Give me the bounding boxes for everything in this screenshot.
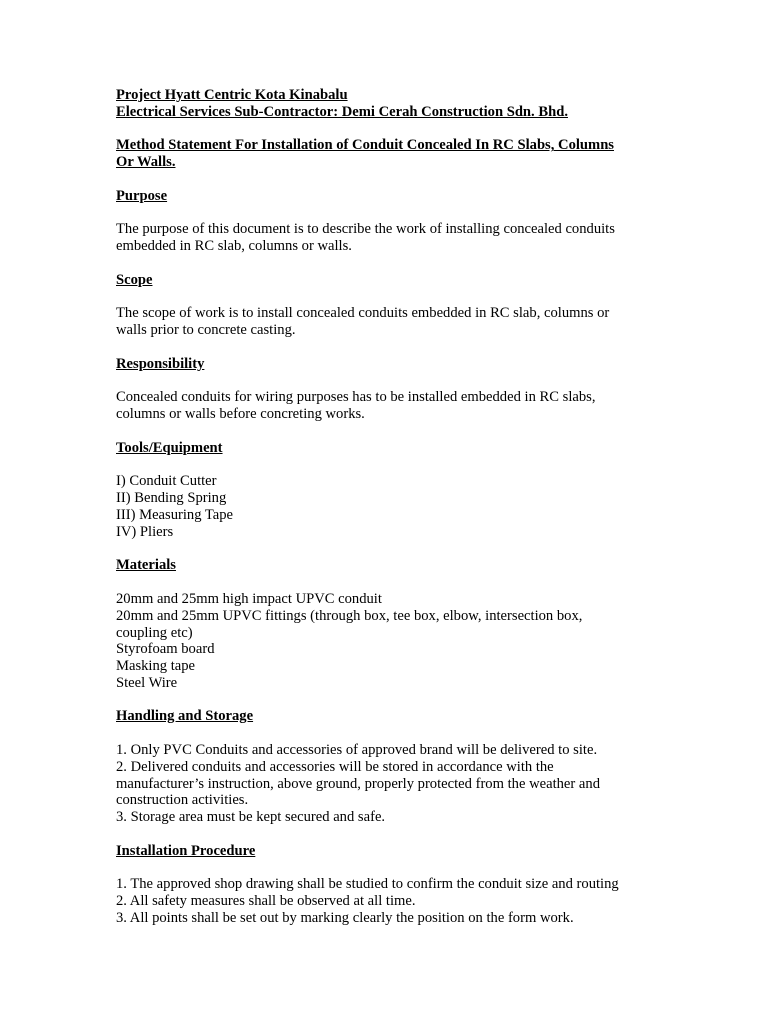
tools-heading: Tools/Equipment <box>116 439 223 456</box>
project-title: Project Hyatt Centric Kota Kinabalu <box>116 87 348 103</box>
material-line: 20mm and 25mm UPVC fittings (through box, tee box, elbow, intersection box, <box>116 607 583 624</box>
subcontractor-line: Electrical Services Sub-Contractor: Demi Cerah Construction Sdn. Bhd. <box>116 103 568 120</box>
installation-line: 2. All safety measures shall be observed at all time. <box>116 893 416 910</box>
document-page <box>116 87 661 927</box>
method-statement-title-line2: Or Walls. <box>116 154 176 171</box>
handling-line: construction activities. <box>116 792 249 809</box>
tool-item: III) Measuring Tape <box>116 506 234 523</box>
scope-text-line2: walls prior to concrete casting. <box>116 322 296 339</box>
purpose-heading: Purpose <box>116 187 168 204</box>
scope-heading: Scope <box>116 271 153 288</box>
purpose-text-line2: embedded in RC slab, columns or walls. <box>116 238 352 255</box>
material-line: Styrofoam board <box>116 641 215 658</box>
material-line: 20mm and 25mm high impact UPVC conduit <box>116 590 382 607</box>
method-statement-title-line1: Method Statement For Installation of Conduit Concealed In RC Slabs, Columns <box>116 137 614 154</box>
tool-item: I) Conduit Cutter <box>116 473 217 490</box>
handling-heading: Handling and Storage <box>116 708 254 725</box>
material-line: Steel Wire <box>116 674 178 691</box>
installation-line: 3. All points shall be set out by marking clearly the position on the form work. <box>116 910 574 927</box>
handling-line: manufacturer’s instruction, above ground, properly protected from the weather and <box>116 775 600 792</box>
purpose-text-line1: The purpose of this document is to describe the work of installing concealed conduits <box>116 221 615 238</box>
installation-line: 1. The approved shop drawing shall be studied to confirm the conduit size and routing <box>116 876 619 893</box>
handling-line: 3. Storage area must be kept secured and safe. <box>116 809 386 826</box>
handling-line: 1. Only PVC Conduits and accessories of approved brand will be delivered to site. <box>116 742 598 759</box>
handling-line: 2. Delivered conduits and accessories will be stored in accordance with the <box>116 758 554 775</box>
scope-text-line1: The scope of work is to install concealed conduits embedded in RC slab, columns or <box>116 305 610 322</box>
materials-heading: Materials <box>116 557 176 574</box>
responsibility-text-line1: Concealed conduits for wiring purposes has to be installed embedded in RC slabs, <box>116 389 596 406</box>
responsibility-heading: Responsibility <box>116 355 205 372</box>
responsibility-text-line2: columns or walls before concreting works. <box>116 406 365 423</box>
tool-item: IV) Pliers <box>116 523 174 540</box>
material-line: Masking tape <box>116 658 196 675</box>
tool-item: II) Bending Spring <box>116 490 227 507</box>
material-line: coupling etc) <box>116 624 193 641</box>
installation-heading: Installation Procedure <box>116 842 256 859</box>
